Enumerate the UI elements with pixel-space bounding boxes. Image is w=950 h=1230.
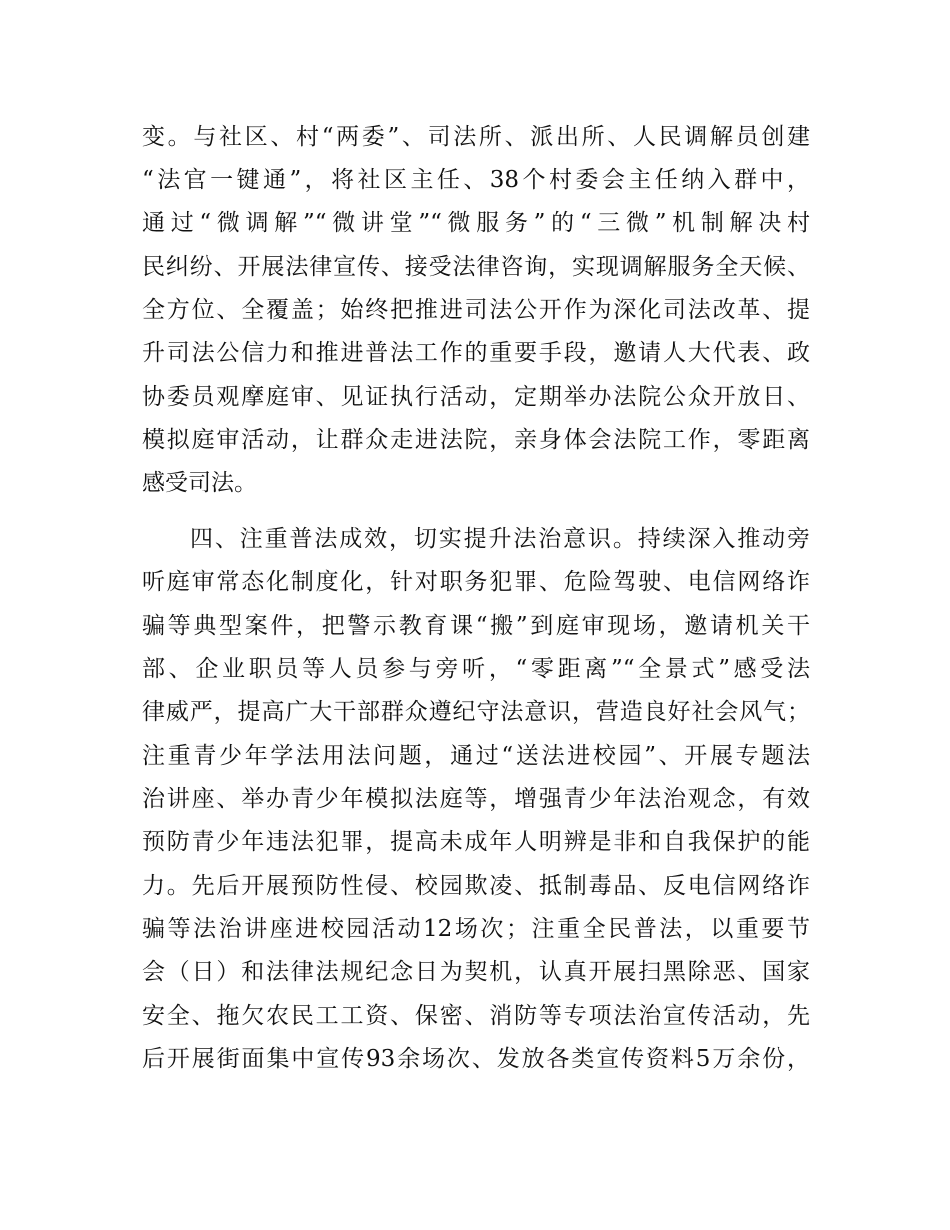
text-line: 后开展街面集中宣传93余场次、发放各类宣传资料5万余份，: [142, 1046, 810, 1072]
text-line: 民纠纷、开展法律宣传、接受法律咨询，实现调解服务全天候、: [142, 254, 810, 280]
text-line: 骗等法治讲座进校园活动12场次；注重全民普法，以重要节: [142, 916, 810, 942]
text-line: 力。先后开展预防性侵、校园欺凌、抵制毒品、反电信网络诈: [142, 873, 810, 899]
text-line: 律威严，提高广大干部群众遵纪守法意识，营造良好社会风气；: [142, 699, 810, 725]
text-line: 安全、拖欠农民工工资、保密、消防等专项法治宣传活动，先: [142, 1003, 810, 1029]
text-line: 升司法公信力和推进普法工作的重要手段，邀请人大代表、政: [142, 340, 810, 366]
text-line: 变。与社区、村“两委”、司法所、派出所、人民调解员创建: [142, 124, 810, 150]
text-line: 骗等典型案件，把警示教育课“搬”到庭审现场，邀请机关干: [142, 613, 810, 639]
text-line: 会（日）和法律法规纪念日为契机，认真开展扫黑除恶、国家: [142, 959, 810, 985]
text-line: 部、企业职员等人员参与旁听，“零距离”“全景式”感受法: [142, 656, 810, 682]
section-heading-line: 四、注重普法成效，切实提升法治意识。持续深入推动旁: [190, 526, 810, 552]
text-line: 感受司法。: [142, 470, 257, 496]
text-line: 治讲座、举办青少年模拟法庭等，增强青少年法治观念，有效: [142, 786, 810, 812]
text-line: 通过“微调解”“微讲堂”“微服务”的“三微”机制解决村: [142, 210, 810, 236]
text-line: 全方位、全覆盖；始终把推进司法公开作为深化司法改革、提: [142, 297, 810, 323]
text-line: 模拟庭审活动，让群众走进法院，亲身体会法院工作，零距离: [142, 427, 810, 453]
text-line: 注重青少年学法用法问题，通过“送法进校园”、开展专题法: [142, 743, 810, 769]
text-line: 预防青少年违法犯罪，提高未成年人明辨是非和自我保护的能: [142, 829, 810, 855]
text-line: 协委员观摩庭审、见证执行活动，定期举办法院公众开放日、: [142, 384, 810, 410]
text-line: 听庭审常态化制度化，针对职务犯罪、危险驾驶、电信网络诈: [142, 569, 810, 595]
text-line: “法官一键通”，将社区主任、38个村委会主任纳入群中，: [142, 167, 810, 193]
